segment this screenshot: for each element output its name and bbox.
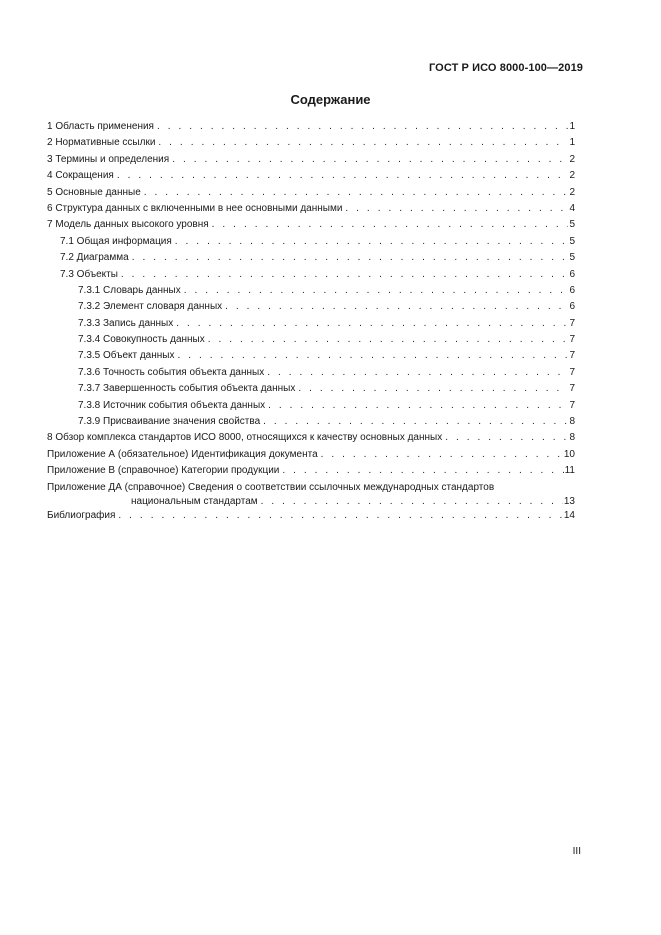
toc-entry-page: 7: [569, 366, 575, 378]
toc-leader-dots: [118, 508, 562, 524]
toc-entry[interactable]: [47, 119, 575, 135]
toc-leader-dots: [184, 283, 569, 299]
toc-leader-dots: [157, 119, 568, 135]
toc-entry-label-continued: национальным стандартам: [131, 495, 258, 507]
toc-entry-page: 13: [563, 495, 575, 507]
toc-entry[interactable]: [47, 414, 575, 430]
toc-entry[interactable]: [47, 348, 575, 364]
toc-entry-label: 3 Термины и определения: [47, 153, 170, 165]
toc-leader-dots: [117, 168, 569, 184]
toc-entry[interactable]: [47, 447, 575, 463]
toc-entry-label: 7.3.4 Совокупность данных: [78, 334, 205, 346]
toc-entry-label: Приложение В (справочное) Категории продукции: [47, 465, 280, 477]
toc-entry-label: 7.1 Общая информация: [60, 235, 172, 247]
toc-leader-dots: [121, 267, 569, 283]
toc-entry-page: 6: [569, 268, 575, 280]
toc-entry[interactable]: [47, 430, 575, 446]
toc-entry-page: 7: [569, 383, 575, 395]
table-of-contents: [47, 119, 575, 524]
toc-entry-page: 11: [564, 465, 575, 477]
toc-entry[interactable]: [47, 480, 575, 508]
toc-entry-label: 7.3.6 Точность события объекта данных: [78, 366, 265, 378]
toc-entry[interactable]: [47, 316, 575, 332]
toc-entry-page: 5: [569, 235, 575, 247]
toc-leader-dots: [345, 201, 568, 217]
toc-leader-dots: [172, 152, 568, 168]
toc-entry-label: 7.3.7 Завершенность события объекта данных: [78, 383, 296, 395]
toc-entry-label: 1 Область применения: [47, 121, 154, 132]
toc-entry-label: 7.3.9 Присваивание значения свойства: [78, 416, 261, 428]
toc-entry[interactable]: [47, 250, 575, 266]
toc-entry[interactable]: [47, 283, 575, 299]
toc-entry[interactable]: [47, 398, 575, 414]
page-title: Содержание: [290, 92, 371, 107]
toc-entry-page: 10: [563, 448, 575, 460]
toc-entry[interactable]: [47, 508, 575, 524]
toc-entry-page: 7: [569, 399, 575, 411]
toc-leader-dots: [177, 348, 568, 364]
toc-leader-dots: [298, 381, 568, 397]
toc-entry-label: 2 Нормативные ссылки: [47, 137, 156, 149]
toc-entry-page: 1: [569, 137, 575, 149]
toc-leader-dots: [263, 414, 568, 430]
toc-entry[interactable]: [47, 135, 575, 151]
toc-entry-label: 8 Обзор комплекса стандартов ИСО 8000, относящихся к качеству основных данных: [47, 432, 443, 444]
toc-entry-page: 8: [569, 416, 575, 428]
toc-entry-label: 7.3 Объекты: [60, 268, 118, 280]
toc-entry-label: 7 Модель данных высокого уровня: [47, 219, 209, 231]
toc-entry[interactable]: [47, 365, 575, 381]
toc-entry[interactable]: [47, 463, 575, 479]
toc-entry-page: 4: [569, 202, 575, 214]
toc-entry-page: 7: [569, 334, 575, 346]
toc-leader-dots: [144, 185, 569, 201]
toc-entry[interactable]: [47, 332, 575, 348]
toc-entry-label: Библиография: [47, 509, 116, 521]
toc-entry-label: 7.3.2 Элемент словаря данных: [78, 301, 223, 313]
document-standard-header: ГОСТ Р ИСО 8000-100—2019: [428, 62, 583, 74]
toc-leader-dots: [175, 234, 569, 250]
toc-entry-page: 7: [569, 317, 575, 329]
toc-entry-page: 5: [569, 219, 575, 231]
toc-entry-label: 7.2 Диаграмма: [60, 252, 129, 264]
toc-entry-label: 7.3.8 Источник события объекта данных: [78, 399, 266, 411]
toc-entry-label: 7.3.1 Словарь данных: [78, 284, 181, 296]
toc-entry-page: 7: [569, 350, 575, 362]
toc-entry-page: 1: [569, 121, 575, 132]
toc-entry[interactable]: [47, 168, 575, 184]
toc-entry[interactable]: [47, 299, 575, 315]
toc-entry-label: 7.3.3 Запись данных: [78, 317, 174, 329]
toc-entry[interactable]: [47, 381, 575, 397]
toc-entry-label: 4 Сокращения: [47, 170, 114, 182]
page-number: III: [572, 846, 581, 857]
toc-entry-page: 8: [569, 432, 575, 444]
toc-leader-dots: [208, 332, 569, 348]
toc-entry-page: 6: [569, 284, 575, 296]
toc-entry-page: 2: [569, 153, 575, 165]
toc-entry-label: 6 Структура данных с включенными в нее основными данными: [47, 202, 343, 214]
toc-leader-dots: [225, 299, 568, 315]
toc-entry[interactable]: [47, 152, 575, 168]
toc-leader-dots: [267, 365, 568, 381]
toc-leader-dots: [268, 398, 568, 414]
toc-entry-page: 2: [569, 170, 575, 182]
toc-entry-page: 14: [563, 509, 575, 521]
toc-leader-dots: [158, 135, 568, 151]
toc-leader-dots: [321, 447, 563, 463]
toc-leader-dots: [176, 316, 568, 332]
toc-entry-label: 5 Основные данные: [47, 186, 141, 198]
toc-entry-page: 6: [569, 301, 575, 313]
toc-entry[interactable]: [47, 267, 575, 283]
toc-leader-dots: [445, 430, 568, 446]
toc-leader-dots: [132, 250, 569, 266]
toc-leader-dots: [212, 217, 569, 233]
toc-leader-dots: [282, 463, 563, 479]
toc-entry-label: Приложение А (обязательное) Идентификация документа: [47, 448, 318, 460]
toc-entry-page: 2: [569, 186, 575, 198]
toc-entry[interactable]: [47, 185, 575, 201]
toc-entry-label: 7.3.5 Объект данных: [78, 350, 175, 362]
toc-entry-label: Приложение ДА (справочное) Сведения о соответствии ссылочных международных стандартов: [47, 481, 495, 493]
toc-entry[interactable]: [47, 234, 575, 250]
toc-entry[interactable]: [47, 201, 575, 217]
toc-entry-page: 5: [569, 252, 575, 264]
toc-entry[interactable]: [47, 217, 575, 233]
toc-entry-continuation: [47, 494, 575, 508]
